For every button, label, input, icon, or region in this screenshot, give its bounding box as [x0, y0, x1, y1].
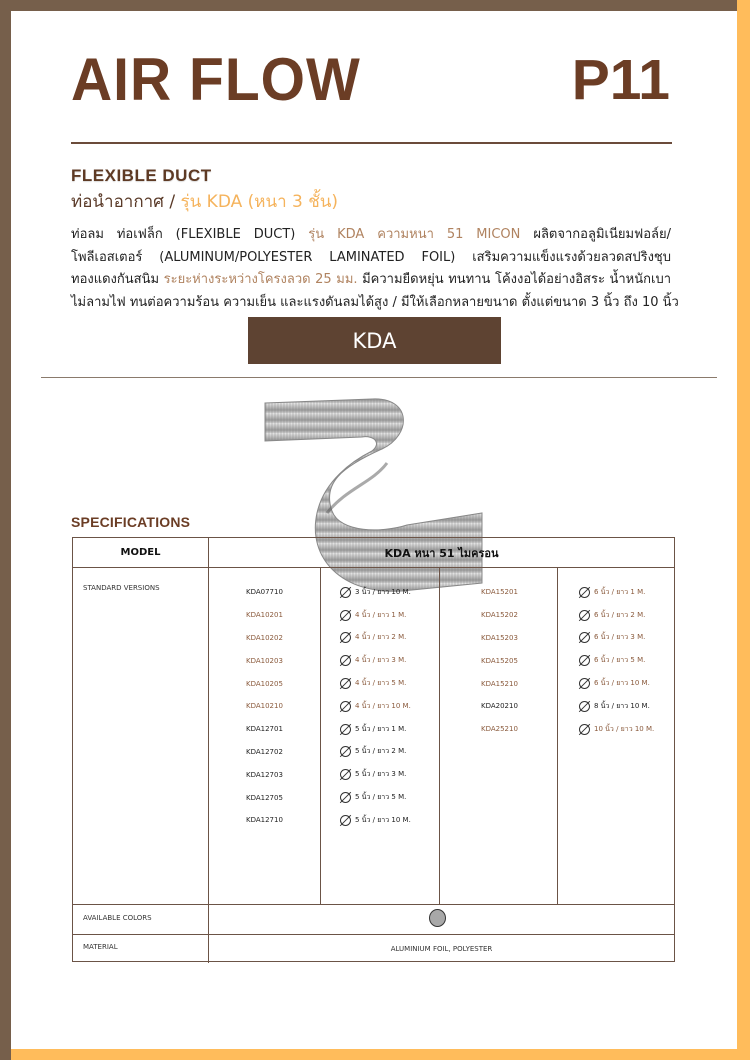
model-banner-label: KDA — [352, 328, 397, 353]
size-spec — [558, 604, 674, 627]
description-text: โพลีเอสเตอร์ (ALUMINUM/POLYESTER LAMINATED FOIL) เสริมความแข็งแรงด้วยลวดสปริงชุบ — [71, 249, 671, 265]
subtitle-accent: รุ่น KDA (หนา 3 ชั้น) — [180, 192, 339, 212]
size-text: 8 นิ้ว / ยาว 10 M. — [594, 701, 650, 710]
model-banner — [248, 317, 501, 364]
model-code: KDA15201 — [481, 588, 518, 597]
diameter-icon — [340, 632, 351, 643]
specifications-table — [72, 537, 675, 962]
material-label: MATERIAL — [83, 943, 118, 951]
description-line — [71, 292, 679, 315]
size-spec — [558, 672, 674, 695]
size-spec — [321, 672, 439, 695]
size-text: 4 นิ้ว / ยาว 5 M. — [355, 679, 407, 688]
diameter-icon — [340, 678, 351, 689]
size-text: 6 นิ้ว / ยาว 1 M. — [594, 587, 646, 596]
model-code: KDA12702 — [246, 747, 283, 756]
diameter-icon — [340, 701, 351, 712]
size-spec — [321, 649, 439, 672]
header-kda-title: KDA หนา 51 ไมครอน — [384, 546, 499, 560]
size-text: 4 นิ้ว / ยาว 2 M. — [355, 633, 407, 642]
subtitle-main: ท่อนำอากาศ / — [71, 192, 181, 212]
model-code: KDA12701 — [246, 725, 283, 734]
size-spec — [321, 809, 439, 832]
model-code: KDA10210 — [246, 702, 283, 711]
model-code: KDA15202 — [481, 611, 518, 620]
model-code: KDA25210 — [481, 725, 518, 734]
page-number: P11 — [571, 48, 670, 112]
model-code: KDA12703 — [246, 770, 283, 779]
size-spec — [558, 718, 674, 741]
description-text: ผลิตจากอลูมิเนียมฟอล์ย/ — [520, 227, 671, 242]
header-model: MODEL — [73, 538, 209, 567]
product-description — [71, 224, 679, 314]
available-colors-label: AVAILABLE COLORS — [83, 914, 152, 922]
size-text: 10 นิ้ว / ยาว 10 M. — [594, 724, 655, 733]
model-code: KDA15203 — [481, 633, 518, 642]
diameter-icon — [340, 746, 351, 757]
diameter-icon — [340, 769, 351, 780]
title-divider — [71, 142, 672, 144]
size-text: 3 นิ้ว / ยาว 10 M. — [355, 587, 411, 596]
size-text: 5 นิ้ว / ยาว 3 M. — [355, 770, 407, 779]
description-line — [71, 247, 671, 270]
size-spec — [321, 627, 439, 650]
description-highlight: รุ่น KDA ความหนา 51 MICON — [308, 227, 521, 242]
model-code: KDA12705 — [246, 793, 283, 802]
description-text: ท่อลม ท่อเฟล็ก (FLEXIBLE DUCT) — [71, 227, 309, 242]
specifications-heading: SPECIFICATIONS — [71, 514, 191, 530]
size-spec — [321, 786, 439, 809]
size-text: 5 นิ้ว / ยาว 10 M. — [355, 815, 411, 824]
size-spec — [321, 718, 439, 741]
description-text: มีความยืดหยุ่น ทนทาน โค้งงอได้อย่างอิสระ น้ำหนักเบา — [357, 272, 671, 287]
product-category: FLEXIBLE DUCT — [71, 166, 212, 185]
material-value: ALUMINIUM FOIL, POLYESTER — [390, 944, 493, 953]
size-column-b — [558, 581, 674, 741]
model-code: KDA15205 — [481, 656, 518, 665]
size-spec — [321, 604, 439, 627]
model-code: KDA10201 — [246, 611, 283, 620]
size-spec — [321, 581, 439, 604]
diameter-icon — [340, 610, 351, 621]
page-title: AIR FLOW — [71, 46, 361, 114]
description-line — [71, 224, 671, 247]
frame-left-bar — [0, 0, 11, 1060]
model-code: KDA20210 — [481, 702, 518, 711]
diameter-icon — [579, 655, 590, 666]
diameter-icon — [579, 678, 590, 689]
table-header-row — [73, 538, 674, 568]
size-text: 6 นิ้ว / ยาว 10 M. — [594, 679, 650, 688]
diameter-icon — [579, 724, 590, 735]
model-column-b — [440, 581, 557, 741]
size-spec — [321, 763, 439, 786]
model-column-a — [209, 581, 320, 832]
size-text: 5 นิ้ว / ยาว 2 M. — [355, 747, 407, 756]
frame-top-bar — [0, 0, 737, 11]
diameter-icon — [340, 724, 351, 735]
size-spec — [321, 695, 439, 718]
size-column-a — [321, 581, 439, 832]
diameter-icon — [340, 655, 351, 666]
diameter-icon — [579, 610, 590, 621]
frame-bottom-bar — [11, 1049, 750, 1060]
diameter-icon — [340, 792, 351, 803]
size-spec — [558, 649, 674, 672]
size-spec — [321, 741, 439, 764]
product-subtitle — [71, 188, 338, 215]
diameter-icon — [579, 701, 590, 712]
row-divider — [73, 904, 674, 905]
size-spec — [558, 627, 674, 650]
model-code: KDA10202 — [246, 633, 283, 642]
section-divider — [41, 377, 717, 378]
size-text: 4 นิ้ว / ยาว 1 M. — [355, 610, 407, 619]
diameter-icon — [340, 815, 351, 826]
size-text: 5 นิ้ว / ยาว 1 M. — [355, 724, 407, 733]
size-spec — [558, 695, 674, 718]
size-text: 4 นิ้ว / ยาว 10 M. — [355, 701, 411, 710]
standard-versions-label: STANDARD VERSIONS — [83, 584, 160, 592]
model-code: KDA12710 — [246, 816, 283, 825]
diameter-icon — [579, 632, 590, 643]
model-code: KDA10205 — [246, 679, 283, 688]
color-swatch-silver — [429, 909, 446, 927]
size-spec — [558, 581, 674, 604]
size-text: 6 นิ้ว / ยาว 3 M. — [594, 633, 646, 642]
size-text: 4 นิ้ว / ยาว 3 M. — [355, 656, 407, 665]
size-text: 6 นิ้ว / ยาว 5 M. — [594, 656, 646, 665]
description-text: ไม่ลามไฟ ทนต่อความร้อน ความเย็น และแรงดันลมได้สูง / มีให้เลือกหลายขนาด ตั้งแต่ขนาด 3 นิ้ว ถึง 10 นิ้ว — [71, 294, 679, 310]
size-text: 6 นิ้ว / ยาว 2 M. — [594, 610, 646, 619]
description-highlight: ระยะห่างระหว่างโครงลวด 25 มม. — [163, 272, 358, 287]
model-code: KDA15210 — [481, 679, 518, 688]
diameter-icon — [579, 587, 590, 598]
frame-right-bar — [737, 0, 750, 1060]
description-text: ทองแดงกันสนิม — [71, 272, 164, 287]
model-code: KDA07710 — [246, 588, 283, 597]
diameter-icon — [340, 587, 351, 598]
size-text: 5 นิ้ว / ยาว 5 M. — [355, 793, 407, 802]
description-line — [71, 269, 671, 292]
model-code: KDA10203 — [246, 656, 283, 665]
